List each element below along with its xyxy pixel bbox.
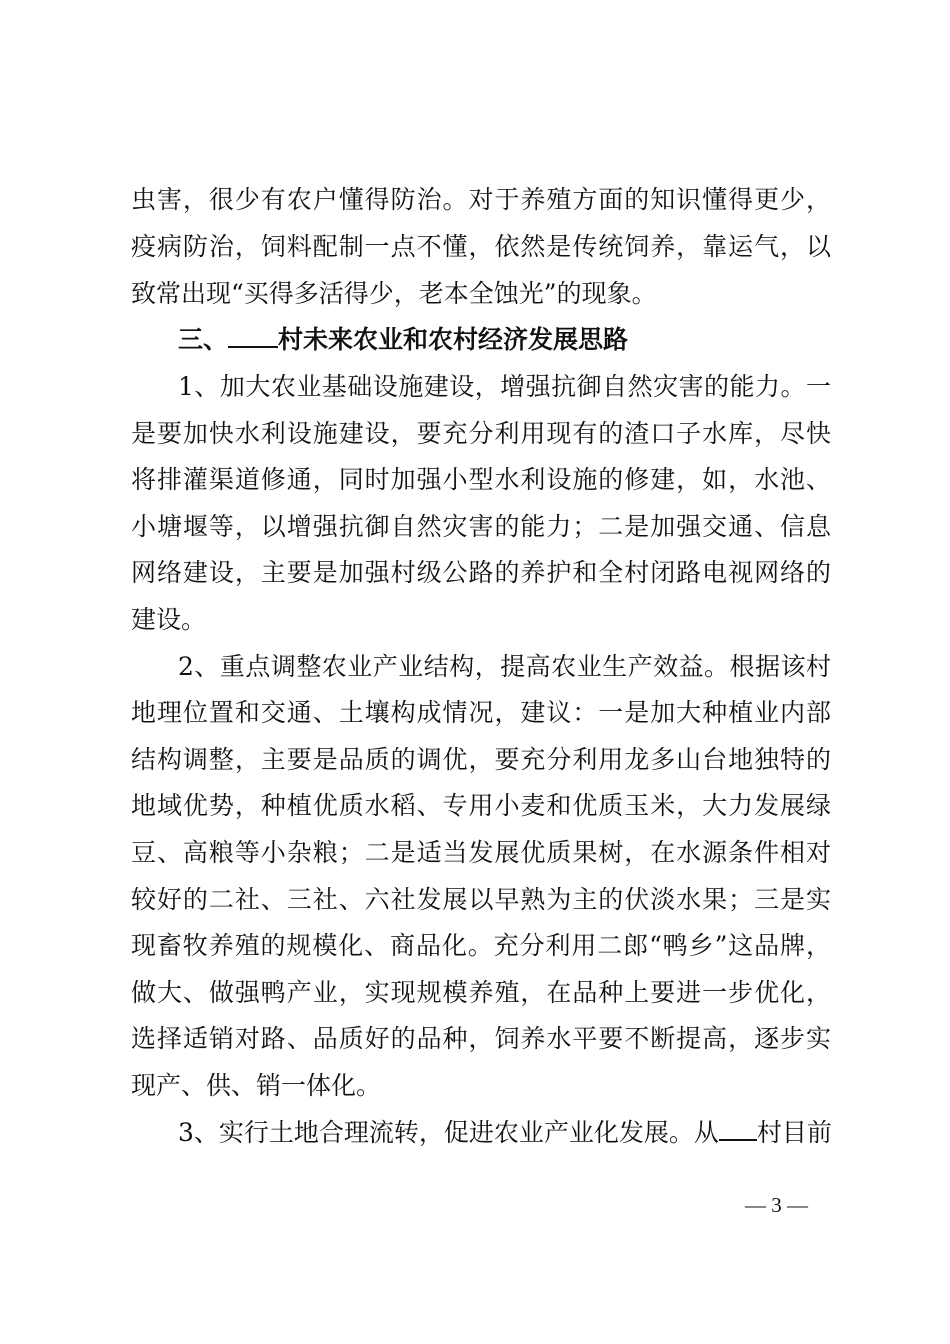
page-number: — 3 — xyxy=(745,1193,808,1217)
body-text-line xyxy=(178,1110,831,1156)
body-text-line: 做大、做强鸭产业，实现规模养殖，在品种上要进一步优化， xyxy=(131,978,831,1007)
section-heading-prefix: 三、 xyxy=(178,325,229,354)
body-text-line: 选择适销对路、品质好的品种，饲养水平要不断提高，逐步实 xyxy=(131,1024,831,1053)
body-text-line: 网络建设，主要是加强村级公路的养护和全村闭路电视网络的 xyxy=(131,558,831,587)
body-text-line: 现畜牧养殖的规模化、商品化。充分利用二郎“鸭乡”这品牌， xyxy=(131,931,831,960)
body-text-line: 结构调整，主要是品质的调优，要充分利用龙多山台地独特的 xyxy=(131,745,831,774)
blank-underline xyxy=(228,324,278,348)
body-text-line: 地理位置和交通、土壤构成情况，建议：一是加大种植业内部 xyxy=(131,698,831,727)
body-text-line: 较好的二社、三社、六社发展以早熟为主的伏淡水果；三是实 xyxy=(131,885,831,914)
para3-text-before: 3、实行土地合理流转，促进农业产业化发展。从 xyxy=(178,1118,719,1147)
body-text-line: 致常出现“买得多活得少，老本全蚀光”的现象。 xyxy=(131,279,657,308)
body-text-line: 是要加快水利设施建设，要充分利用现有的渣口子水库，尽快 xyxy=(131,419,831,448)
para3-text-after: 村目前 xyxy=(756,1118,832,1147)
body-text-line: 豆、高粮等小杂粮；二是适当发展优质果树，在水源条件相对 xyxy=(131,838,831,867)
body-text-line: 将排灌渠道修通，同时加强小型水利设施的修建，如，水池、 xyxy=(131,465,831,494)
section-heading-text: 村未来农业和农村经济发展思路 xyxy=(278,325,629,354)
body-text-line: 1、加大农业基础设施建设，增强抗御自然灾害的能力。一 xyxy=(178,372,831,401)
body-text-line: 疫病防治，饲料配制一点不懂，依然是传统饲养，靠运气，以 xyxy=(131,232,831,261)
section-heading xyxy=(178,317,628,363)
body-text-line: 地域优势，种植优质水稻、专用小麦和优质玉米，大力发展绿 xyxy=(131,791,831,820)
body-text-line: 现产、供、销一体化。 xyxy=(131,1071,382,1100)
body-text-line: 建设。 xyxy=(131,605,207,634)
blank-underline xyxy=(719,1117,757,1141)
body-text-line: 虫害，很少有农户懂得防治。对于养殖方面的知识懂得更少， xyxy=(131,185,831,214)
body-text-line: 小塘堰等，以增强抗御自然灾害的能力；二是加强交通、信息 xyxy=(131,512,831,541)
body-text-line: 2、重点调整农业产业结构，提高农业生产效益。根据该村 xyxy=(178,652,831,681)
